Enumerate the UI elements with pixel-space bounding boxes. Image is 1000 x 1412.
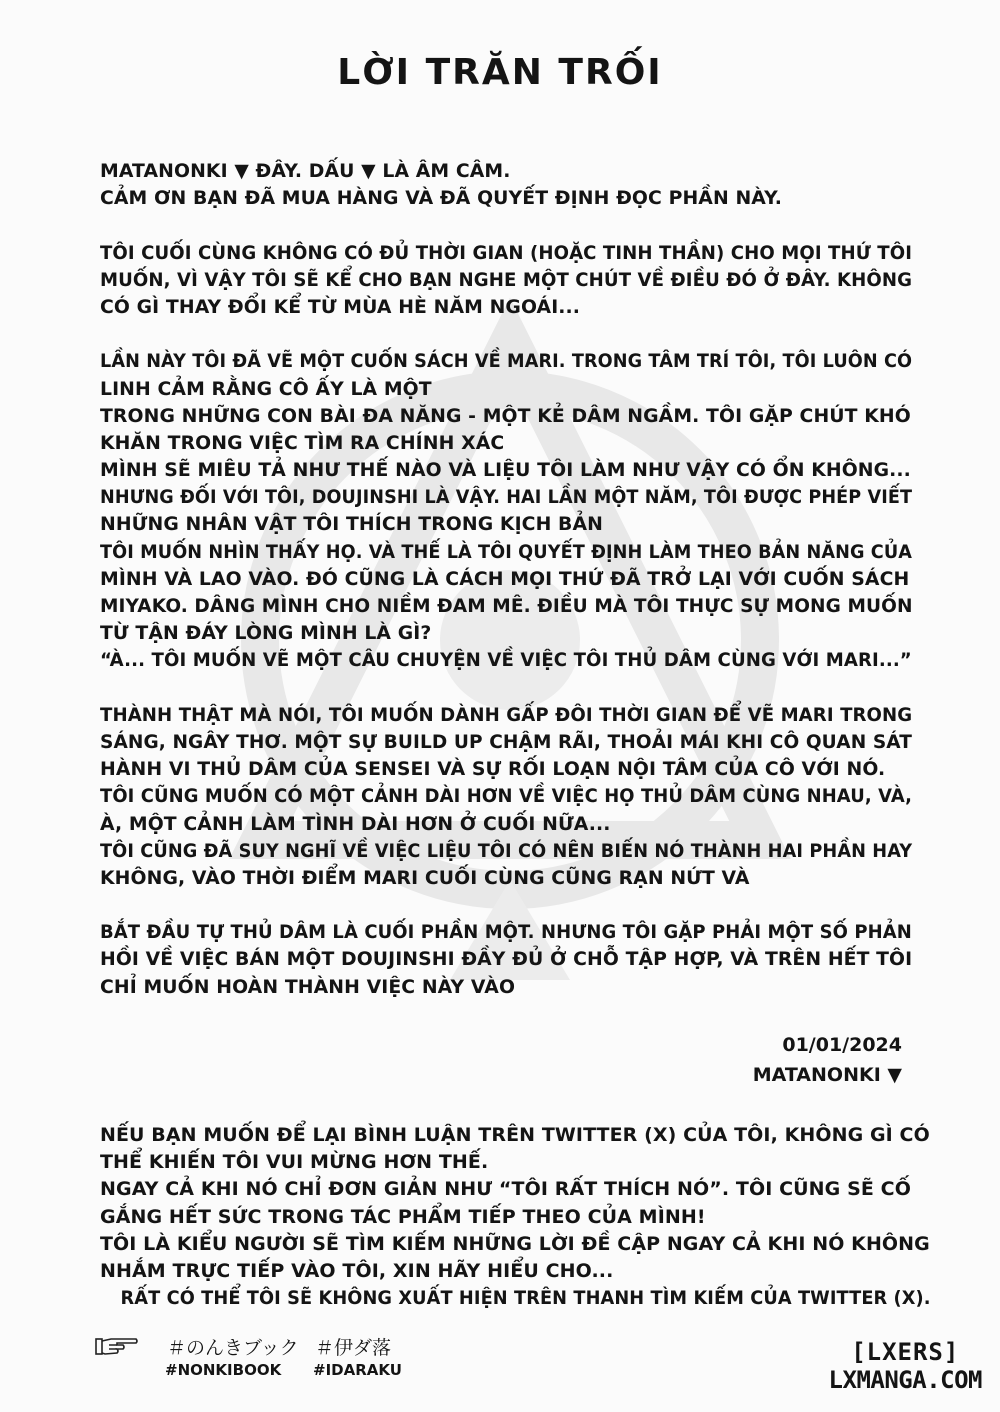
- text-line: NẾU BẠN MUỐN ĐỂ LẠI BÌNH LUẬN TRÊN TWITTER (X) CỦA TÔI, KHÔNG GÌ CÓ: [100, 1124, 930, 1146]
- text-line: TÔI LÀ KIỂU NGƯỜI SẼ TÌM KIẾM NHỮNG LỜI ĐỀ CẬP NGAY CẢ KHI NÓ KHÔNG: [100, 1232, 930, 1255]
- text-line: MIYAKO. DÂNG MÌNH CHO NIỀM ĐAM MÊ. ĐIỀU MÀ TÔI THỰC SỰ MONG MUỐN: [100, 595, 913, 617]
- pointing-hand-icon: [95, 1335, 139, 1357]
- signature-author: MATANONKI ▼: [752, 1064, 902, 1086]
- text-line: TÔI CUỐI CÙNG KHÔNG CÓ ĐỦ THỜI GIAN (HOẶC TINH THẦN) CHO MỌI THỨ TÔI: [100, 241, 913, 264]
- paragraph-1: [100, 158, 920, 212]
- text-line: BẮT ĐẦU TỰ THỦ DÂM LÀ CUỐI PHẦN MỘT. NHƯNG TÔI GẶP PHẢI MỘT SỐ PHẢN: [100, 921, 912, 944]
- signature-date: 01/01/2024: [782, 1034, 902, 1056]
- text-line: À, MỘT CẢNH LÀM TÌNH DÀI HƠN Ở CUỐI NỮA...: [100, 812, 611, 835]
- text-line: TÔI CŨNG MUỐN CÓ MỘT CẢNH DÀI HƠN VỀ VIỆC HỌ THỦ DÂM CÙNG NHAU, VÀ,: [100, 785, 913, 808]
- text-line: TRONG NHỮNG CON BÀI ĐA NĂNG - MỘT KẺ DÂM NGẦM. TÔI GẶP CHÚT KHÓ: [100, 404, 911, 427]
- credit-group: [LXERS]: [851, 1338, 960, 1366]
- paragraph-4: [100, 702, 920, 892]
- text-line: TỪ TẬN ĐÁY LÒNG MÌNH LÀ GÌ?: [100, 622, 432, 645]
- hashtag-jp-nonkibook: ＃のんきブック: [167, 1337, 299, 1359]
- text-line: MÌNH VÀ LAO VÀO. ĐÓ CŨNG LÀ CÁCH MỌI THỨ ĐÃ TRỞ LẠI VỚI CUỐN SÁCH: [100, 567, 910, 590]
- text-line: SÁNG, NGÂY THƠ. MỘT SỰ BUILD UP CHẬM RÃI, THOẢI MÁI KHI CÔ QUAN SÁT: [100, 730, 913, 753]
- text-line: HÀNH VI THỦ DÂM CỦA SENSEI VÀ SỰ RỐI LOẠN NỘI TÂM CỦA CÔ VỚI NÓ.: [100, 758, 886, 781]
- text-line: CHỈ MUỐN HOÀN THÀNH VIỆC NÀY VÀO: [100, 975, 516, 998]
- text-line: KHĂN TRONG VIỆC TÌM RA CHÍNH XÁC: [100, 431, 505, 454]
- text-line: RẤT CÓ THỂ TÔI SẼ KHÔNG XUẤT HIỆN TRÊN THANH TÌM KIẾM CỦA TWITTER (X).: [120, 1287, 931, 1310]
- hashtag-jp-idaraku: ＃伊ダ落: [315, 1337, 392, 1359]
- text-line: GẮNG HẾT SỨC TRONG TÁC PHẨM TIẾP THEO CỦA MÌNH!: [100, 1205, 706, 1228]
- text-line: KHÔNG, VÀO THỜI ĐIỂM MARI CUỐI CÙNG CŨNG RẠN NỨT VÀ: [100, 866, 750, 889]
- text-line: “À... TÔI MUỐN VẼ MỘT CÂU CHUYỆN VỀ VIỆC TÔI THỦ DÂM CÙNG VỚI MARI...”: [100, 649, 912, 672]
- text-line: NHƯNG ĐỐI VỚI TÔI, DOUJINSHI LÀ VẬY. HAI LẦN MỘT NĂM, TÔI ĐƯỢC PHÉP VIẾT: [100, 486, 913, 509]
- text-line: TÔI MUỐN NHÌN THẤY HỌ. VÀ THẾ LÀ TÔI QUYẾT ĐỊNH LÀM THEO BẢN NĂNG CỦA: [100, 540, 913, 563]
- text-line: TÔI CŨNG ĐÃ SUY NGHĨ VỀ VIỆC LIỆU TÔI CÓ NÊN BIẾN NÓ THÀNH HAI PHẦN HAY: [100, 839, 913, 862]
- text-line: MÌNH SẼ MIÊU TẢ NHƯ THẾ NÀO VÀ LIỆU TÔI LÀM NHƯ VẬY CÓ ỔN KHÔNG...: [100, 459, 911, 482]
- text-line: MUỐN, VÌ VẬY TÔI SẼ KỂ CHO BẠN NGHE MỘT CHÚT VỀ ĐIỀU ĐÓ Ở ĐÂY. KHÔNG: [100, 268, 913, 291]
- text-line: THÀNH THẬT MÀ NÓI, TÔI MUỐN DÀNH GẤP ĐÔI THỜI GIAN ĐỂ VẼ MARI TRONG: [100, 703, 913, 726]
- hashtag-en-nonkibook: #NONKIBOOK: [165, 1361, 282, 1379]
- scanlation-credit: [829, 1338, 982, 1394]
- hashtag-en-idaraku: #IDARAKU: [313, 1361, 402, 1379]
- text-line: MATANONKI ▼ ĐÂY. DẤU ▼ LÀ ÂM CÂM.: [100, 160, 511, 182]
- text-line: NHẮM TRỰC TIẾP VÀO TÔI, XIN HÃY HIỂU CHO...: [100, 1259, 614, 1282]
- page-title: LỜI TRĂN TRỐI: [337, 52, 663, 93]
- credit-site: LXMANGA.COM: [828, 1366, 982, 1394]
- text-line: CÓ GÌ THAY ĐỔI KỂ TỪ MÙA HÈ NĂM NGOÁI...: [100, 295, 581, 318]
- text-line: THỂ KHIẾN TÔI VUI MỪNG HƠN THẾ.: [100, 1151, 489, 1174]
- paragraph-2: [100, 240, 920, 322]
- postscript: [100, 1122, 930, 1312]
- text-line: HỒI VỀ VIỆC BÁN MỘT DOUJINSHI ĐẦY ĐỦ Ở CHỖ TẬP HỢP, VÀ TRÊN HẾT TÔI: [100, 948, 913, 971]
- body-text: [100, 158, 920, 1001]
- text-line: CẢM ƠN BẠN ĐÃ MUA HÀNG VÀ ĐÃ QUYẾT ĐỊNH ĐỌC PHẦN NÀY.: [100, 187, 783, 210]
- text-line: LINH CẢM RẰNG CÔ ẤY LÀ MỘT: [100, 377, 432, 400]
- text-line: LẦN NÀY TÔI ĐÃ VẼ MỘT CUỐN SÁCH VỀ MARI. TRONG TÂM TRÍ TÔI, TÔI LUÔN CÓ: [100, 350, 913, 373]
- paragraph-3: [100, 348, 920, 674]
- text-line: NHỮNG NHÂN VẬT TÔI THÍCH TRONG KỊCH BẢN: [100, 513, 603, 536]
- text-line: NGAY CẢ KHI NÓ CHỈ ĐƠN GIẢN NHƯ “TÔI RẤT THÍCH NÓ”. TÔI CŨNG SẼ CỐ: [100, 1178, 911, 1201]
- paragraph-5: [100, 919, 920, 1001]
- signature-block: [753, 1030, 902, 1090]
